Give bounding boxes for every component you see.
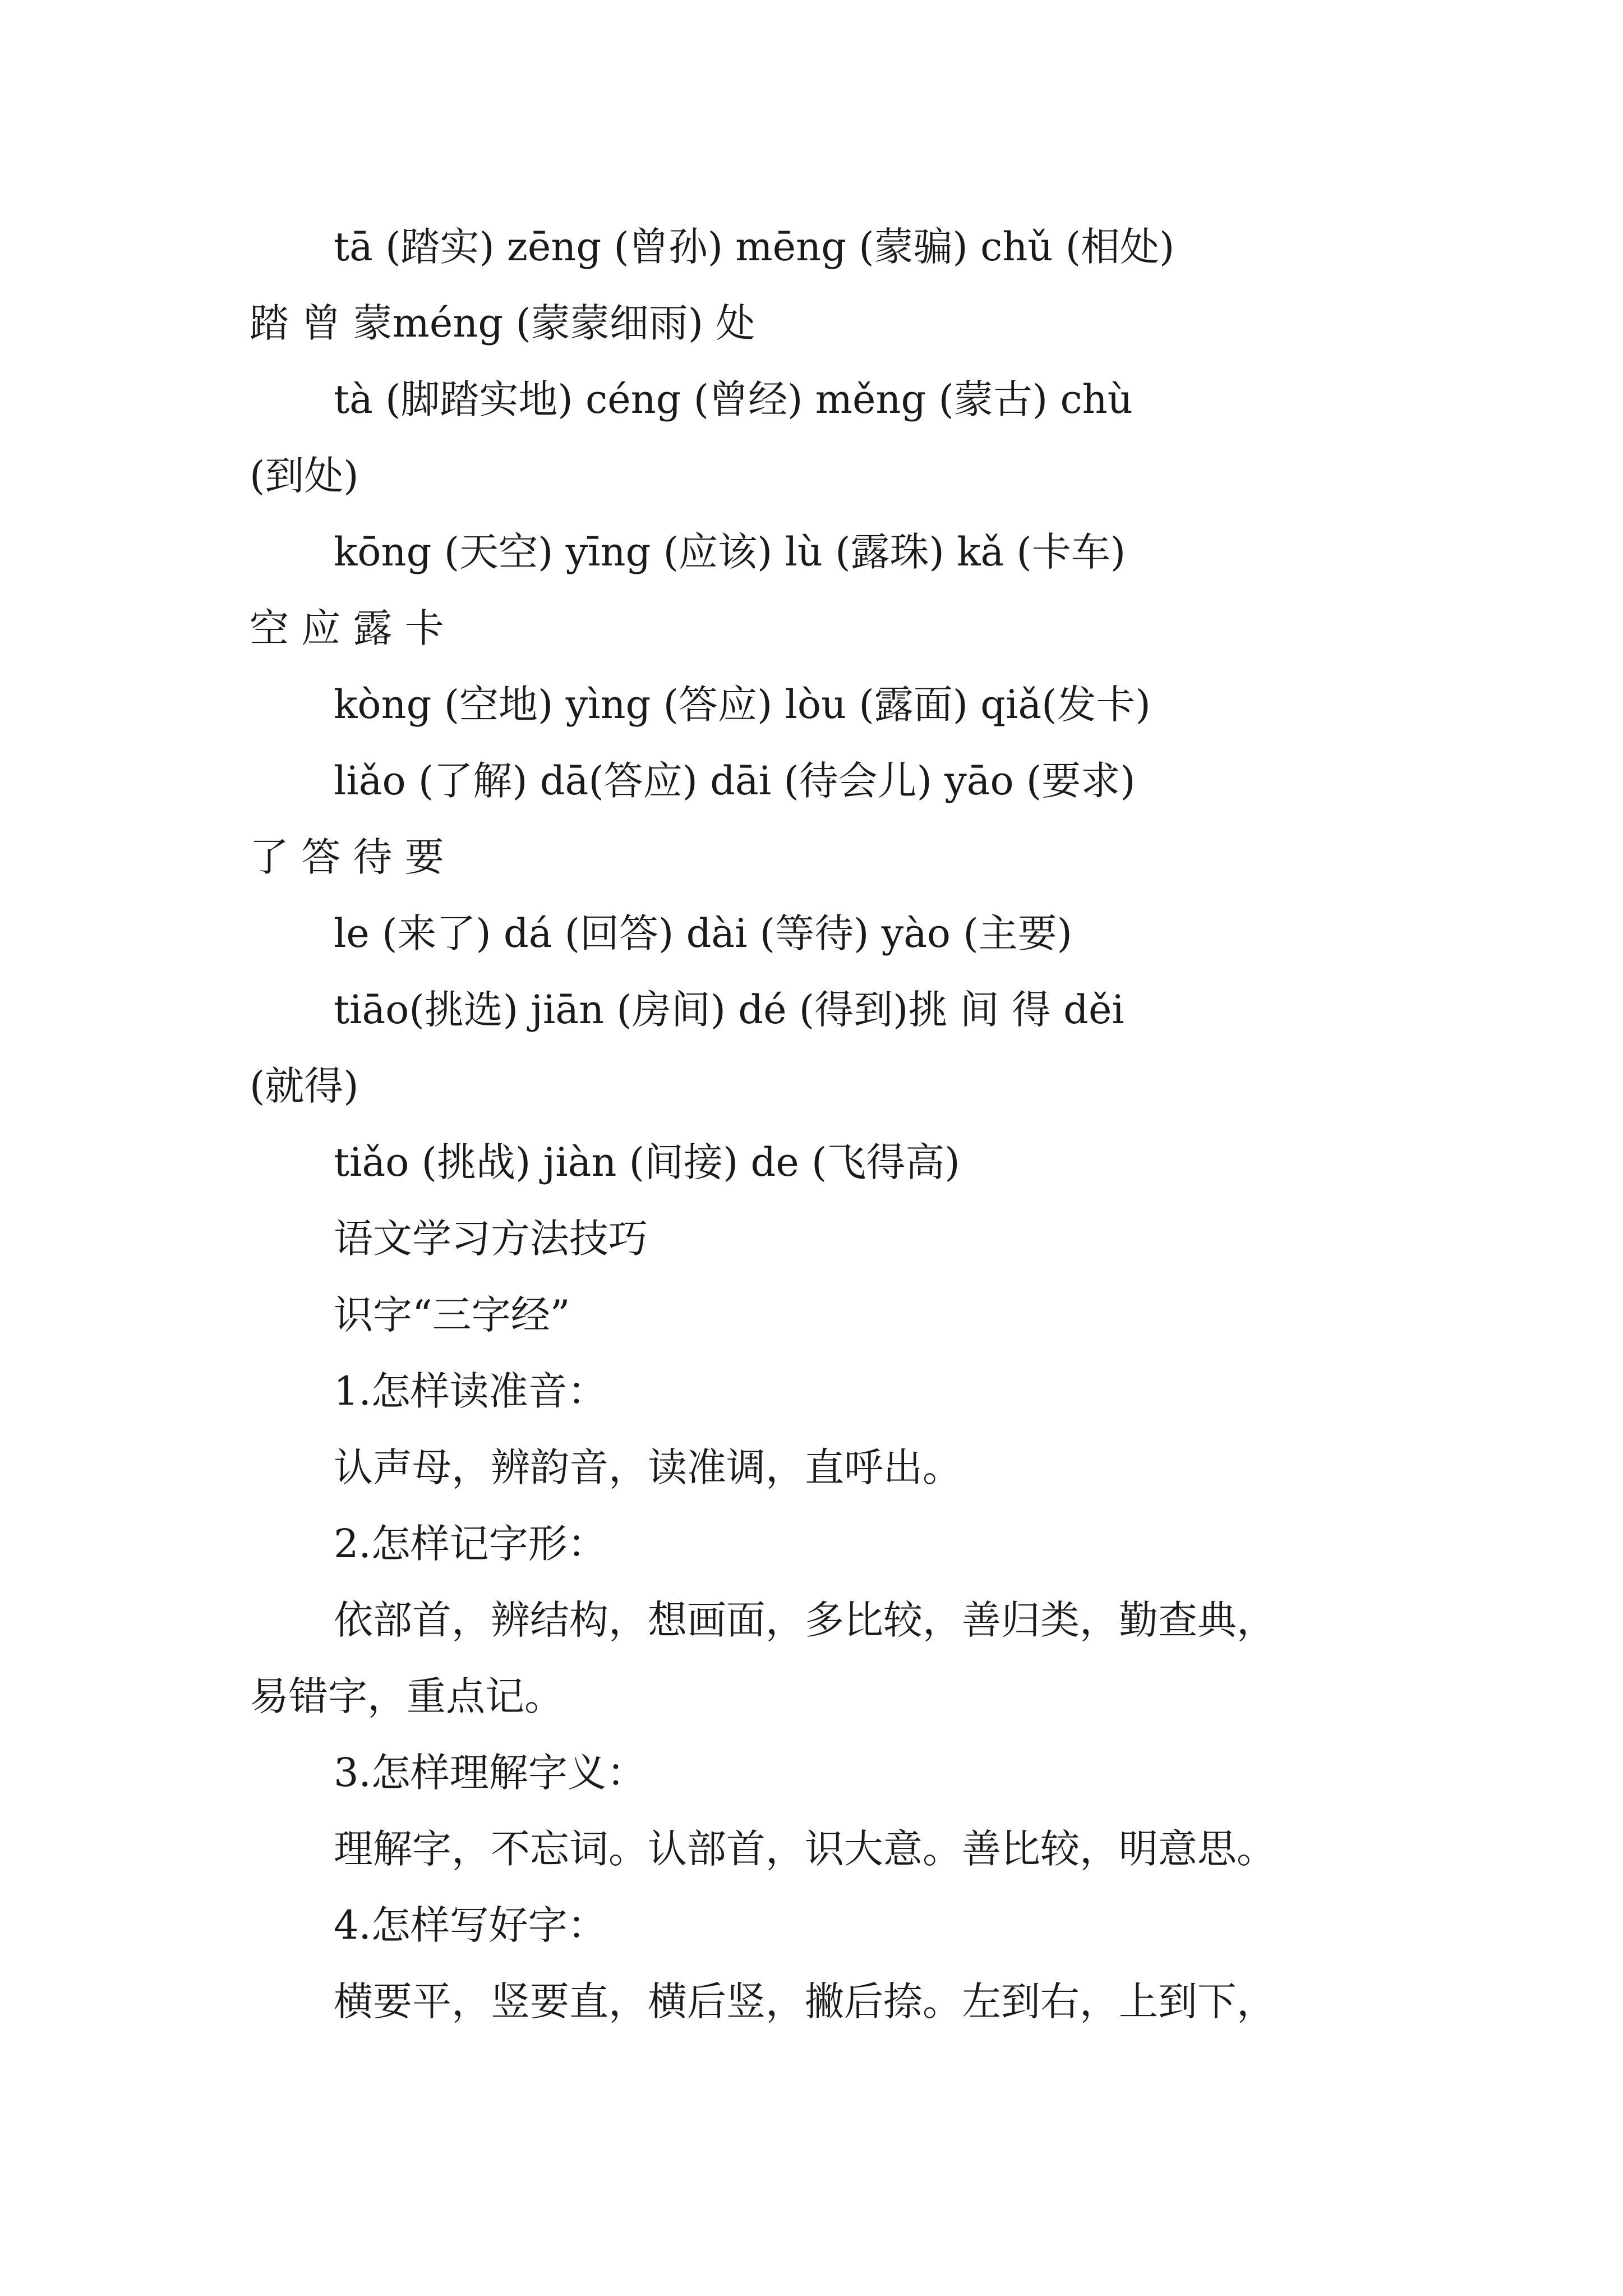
text-line: 依部首，辨结构，想画面，多比较，善归类，勤查典， xyxy=(334,1597,1276,1643)
text-line: 了 答 待 要 xyxy=(250,834,444,880)
text-line: tà (脚踏实地) céng (曾经) měng (蒙古) chù xyxy=(334,376,1133,422)
text-line: 踏 曾 蒙méng (蒙蒙细雨) 处 xyxy=(250,300,755,346)
list-heading: 4.怎样写好字： xyxy=(334,1902,607,1948)
text-line: le (来了) dá (回答) dài (等待) yào (主要) xyxy=(334,910,1072,956)
text-line: 理解字，不忘词。认部首，识大意。善比较，明意思。 xyxy=(334,1826,1276,1872)
text-line: liǎo (了解) dā(答应) dāi (待会儿) yāo (要求) xyxy=(334,758,1136,804)
text-line: (就得) xyxy=(250,1063,359,1109)
section-heading: 语文学习方法技巧 xyxy=(334,1216,648,1262)
list-heading: 3.怎样理解字义： xyxy=(334,1750,646,1796)
text-line: 空 应 露 卡 xyxy=(250,605,444,651)
list-heading: 2.怎样记字形： xyxy=(334,1521,607,1567)
text-line: (到处) xyxy=(250,453,359,499)
section-subheading: 识字“三字经” xyxy=(334,1292,570,1338)
text-line: tiǎo (挑战) jiàn (间接) de (飞得高) xyxy=(334,1139,960,1185)
text-line: tā (踏实) zēng (曾孙) mēng (蒙骗) chǔ (相处) xyxy=(334,224,1175,270)
text-line: kòng (空地) yìng (答应) lòu (露面) qiǎ(发卡) xyxy=(334,682,1151,728)
document-body xyxy=(250,209,1408,2040)
text-line: 认声母，辨韵音，读准调，直呼出。 xyxy=(334,1444,962,1490)
text-line: 横要平，竖要直，横后竖，撇后捺。左到右，上到下， xyxy=(334,1978,1276,2024)
text-line: 易错字，重点记。 xyxy=(250,1673,564,1719)
list-heading: 1.怎样读准音： xyxy=(334,1368,607,1414)
text-line: kōng (天空) yīng (应该) lù (露珠) kǎ (卡车) xyxy=(334,529,1126,575)
text-line: tiāo(挑选) jiān (房间) dé (得到)挑 间 得 děi xyxy=(334,987,1124,1033)
